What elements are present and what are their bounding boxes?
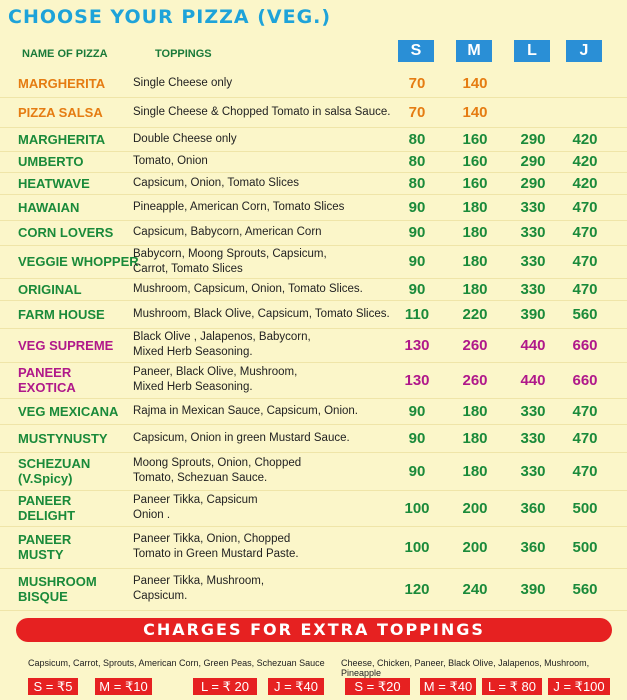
pizza-name: VEG MEXICANA [18,403,119,419]
table-row [0,172,627,195]
header-toppings: TOPPINGS [155,48,212,60]
pizza-toppings [133,105,390,120]
price-m: 140 [462,75,488,92]
price-s: 90 [408,224,426,241]
toppings-line: Rajma in Mexican Sauce, Capsicum, Onion. [133,404,358,417]
price-l: 440 [520,371,546,389]
table-row [0,424,627,453]
pizza-name: CORN LOVERS [18,225,114,240]
price-s: 90 [408,253,426,270]
extra-price-badge: L = ₹ 20 [193,678,257,695]
header-name-of-pizza: NAME OF PIZZA [22,48,108,60]
price-l: 330 [520,280,546,298]
pizza-name: ORIGINAL [18,281,82,297]
table-row [0,300,627,329]
price-l: 330 [520,462,546,480]
price-l: 440 [520,336,546,354]
extra-price-badge: M = ₹40 [420,678,476,695]
extra-price-badge: J = ₹100 [548,678,610,695]
pizza-name: MUSTYNUSTY [18,430,108,446]
pizza-toppings [133,493,258,523]
price-s: 100 [404,538,430,556]
pizza-toppings [133,365,297,395]
size-badge-l: L [514,40,550,62]
price-s: 90 [408,462,426,480]
table-row [0,128,627,152]
toppings-line: Carrot, Tomato Slices [133,262,243,275]
table-row [0,97,627,128]
toppings-line: Mixed Herb Seasoning. [133,346,253,358]
table-row [0,490,627,527]
price-l: 360 [520,538,546,556]
extra-price-badge: S = ₹20 [345,678,410,695]
price-s: 90 [408,402,426,420]
price-s: 90 [408,429,426,447]
pizza-name: HEATWAVE [18,175,90,191]
price-j: 470 [572,402,598,420]
price-m: 200 [462,499,488,517]
price-m: 260 [462,336,488,354]
pizza-toppings [133,132,237,147]
price-l: 290 [520,174,546,192]
price-s: 80 [408,131,426,148]
pizza-toppings [133,456,301,486]
extra-price-badge: L = ₹ 80 [482,678,542,695]
price-m: 180 [462,429,488,447]
price-l: 290 [520,153,546,170]
price-s: 100 [404,499,430,517]
toppings-line: Mushroom, Capsicum, Onion, Tomato Slices. [133,282,363,295]
pizza-toppings [133,307,390,322]
pizza-toppings [133,330,311,360]
price-l: 330 [520,198,546,216]
extra-price-badge: J = ₹40 [268,678,324,695]
size-badge-m: M [456,40,492,62]
pizza-name: HAWAIAN [18,199,80,215]
table-row [0,398,627,425]
price-s: 120 [404,580,430,598]
page-title: CHOOSE YOUR PIZZA (VEG.) [8,6,332,28]
toppings-line: Capsicum, Onion, Tomato Slices [133,176,299,189]
table-row [0,526,627,569]
price-s: 80 [408,153,426,170]
toppings-line: Single Cheese & Chopped Tomato in salsa Sauce. [133,105,391,118]
size-badge-s: S [398,40,434,62]
price-j: 660 [572,371,598,389]
price-s: 90 [408,198,426,216]
price-j: 470 [572,462,598,480]
size-badge-j: J [566,40,602,62]
pizza-toppings [133,431,350,446]
toppings-line: Mixed Herb Seasoning. [133,381,253,393]
toppings-line: Pineapple, American Corn, Tomato Slices [133,200,345,213]
price-l: 330 [520,253,546,270]
price-j: 470 [572,429,598,447]
table-row [0,70,627,98]
extra-price-badge: M = ₹10 [95,678,152,695]
price-m: 140 [462,103,488,121]
pizza-name: UMBERTO [18,154,84,169]
price-l: 330 [520,224,546,241]
price-l: 330 [520,402,546,420]
price-s: 70 [408,75,426,92]
price-m: 180 [462,462,488,480]
price-j: 420 [572,153,598,170]
toppings-line: Paneer Tikka, Capsicum [133,494,258,506]
price-m: 200 [462,538,488,556]
price-j: 420 [572,174,598,192]
price-m: 160 [462,153,488,170]
pizza-toppings [133,154,208,169]
price-j: 420 [572,131,598,148]
pizza-name: PANEER MUSTY [18,532,72,562]
pizza-name: MARGHERITA [18,132,106,147]
table-row [0,245,627,279]
pizza-name: PIZZA SALSA [18,104,103,120]
price-s: 80 [408,174,426,192]
price-m: 160 [462,131,488,148]
toppings-line: Tomato, Onion [133,155,208,167]
price-j: 660 [572,336,598,354]
toppings-line: Mushroom, Black Olive, Capsicum, Tomato Slices. [133,307,390,320]
table-row [0,362,627,399]
extra-price-badge: S = ₹5 [28,678,78,695]
toppings-line: Capsicum. [133,590,188,602]
pizza-toppings [133,404,358,419]
price-s: 130 [404,371,430,389]
pizza-toppings [133,282,363,297]
table-row [0,452,627,491]
price-s: 90 [408,280,426,298]
pizza-toppings [133,176,299,191]
price-m: 180 [462,280,488,298]
toppings-line: Single Cheese only [133,77,233,89]
pizza-toppings [133,225,322,240]
toppings-line: Babycorn, Moong Sprouts, Capsicum, [133,247,327,260]
price-m: 160 [462,174,488,192]
toppings-line: Double Cheese only [133,133,237,145]
price-j: 560 [572,580,598,598]
price-s: 70 [408,103,426,121]
price-l: 330 [520,429,546,447]
extra-toppings-banner: CHARGES FOR EXTRA TOPPINGS [16,618,612,642]
pizza-toppings [133,574,264,604]
price-j: 470 [572,253,598,270]
price-m: 180 [462,253,488,270]
price-j: 470 [572,198,598,216]
price-m: 180 [462,198,488,216]
pizza-name: SCHEZUAN (V.Spicy) [18,456,91,486]
toppings-line: Capsicum, Babycorn, American Corn [133,226,322,238]
toppings-line: Paneer, Black Olive, Mushroom, [133,366,298,378]
table-row [0,220,627,246]
extra-toppings-list-1: Capsicum, Carrot, Sprouts, American Corn, Green Peas, Schezuan Sauce [28,658,325,668]
price-j: 500 [572,499,598,517]
toppings-line: Black Olive , Jalapenos, Babycorn, [133,331,311,343]
pizza-name: PANEER EXOTICA [18,365,76,395]
price-j: 500 [572,538,598,556]
pizza-name: VEG SUPREME [18,337,114,353]
price-m: 180 [462,224,488,241]
price-s: 110 [404,305,430,323]
price-s: 130 [404,336,430,354]
table-row [0,151,627,173]
price-m: 260 [462,371,488,389]
pizza-name: PANEER DELIGHT [18,493,76,523]
table-row [0,278,627,301]
price-l: 360 [520,499,546,517]
price-l: 390 [520,580,546,598]
price-m: 180 [462,402,488,420]
toppings-line: Paneer Tikka, Onion, Chopped [133,533,291,545]
pizza-toppings [133,247,327,277]
pizza-name: FARM HOUSE [18,306,105,322]
extra-toppings-list-2: Cheese, Chicken, Paneer, Black Olive, Jalapenos, Mushroom, Pineapple [341,658,590,678]
price-j: 560 [572,305,598,323]
pizza-toppings [133,200,344,215]
price-j: 470 [572,280,598,298]
pizza-name: VEGGIE WHOPPER [18,254,139,269]
price-l: 390 [520,305,546,323]
toppings-line: Tomato, Schezuan Sauce. [133,472,268,484]
table-row [0,194,627,221]
table-row [0,328,627,363]
pizza-toppings [133,76,232,91]
toppings-line: Paneer Tikka, Mushroom, [133,575,265,587]
toppings-line: Tomato in Green Mustard Paste. [133,548,299,560]
table-row [0,568,627,611]
pizza-name: MARGHERITA [18,76,106,91]
price-m: 220 [462,305,488,323]
pizza-toppings [133,532,299,562]
toppings-line: Capsicum, Onion in green Mustard Sauce. [133,431,350,444]
price-j: 470 [572,224,598,241]
pizza-name: MUSHROOM BISQUE [18,574,97,604]
toppings-line: Moong Sprouts, Onion, Chopped [133,457,302,469]
price-l: 290 [520,131,546,148]
price-m: 240 [462,580,488,598]
toppings-line: Onion . [133,509,171,521]
